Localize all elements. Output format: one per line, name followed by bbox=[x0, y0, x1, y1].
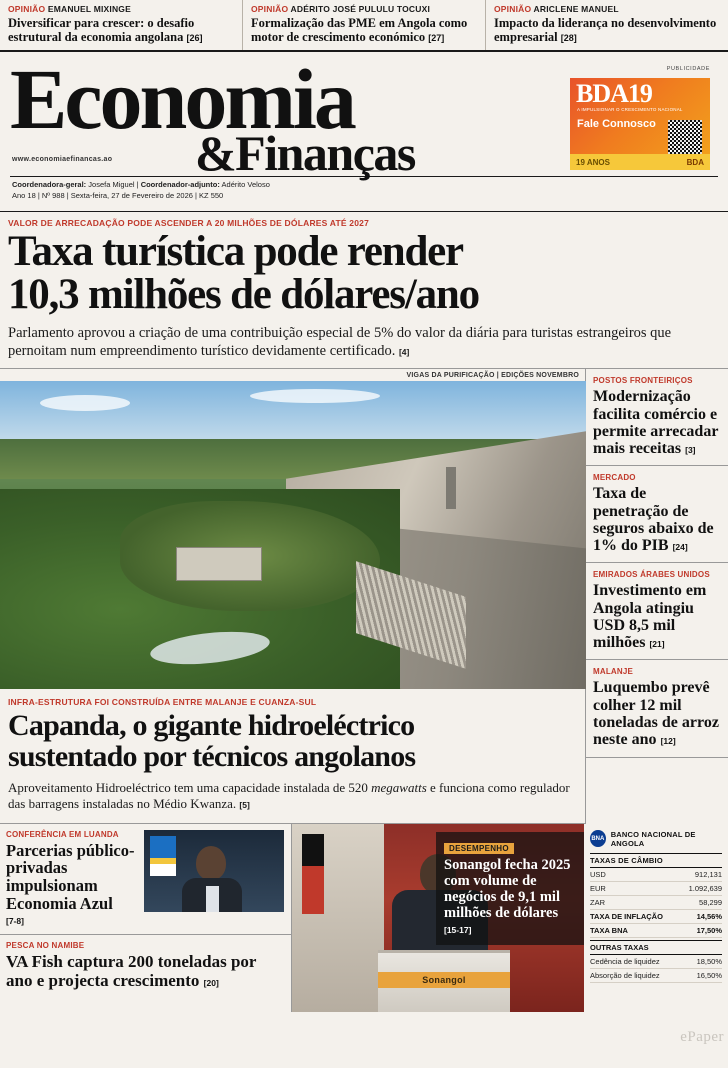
sidebar-item-mercado[interactable] bbox=[586, 466, 728, 563]
bna-name: BANCO NACIONAL DE ANGOLA bbox=[610, 829, 696, 848]
main-column bbox=[0, 369, 586, 824]
bna-rates-box bbox=[584, 824, 728, 983]
opinion-kicker bbox=[251, 4, 477, 14]
coordinator-adjunct-value: Adérito Veloso bbox=[221, 180, 270, 189]
coordinator-general-value: Josefa Miguel bbox=[88, 180, 135, 189]
secondary-headline-line2: sustentado por técnicos angolanos bbox=[8, 740, 416, 774]
opinion-item[interactable] bbox=[243, 0, 486, 50]
other-rate-label: Cedência de liquidez bbox=[590, 956, 660, 966]
opinion-author: ADÉRITO JOSÉ PULULU TOCUXI bbox=[290, 4, 431, 14]
other-rate-value: 16,50% bbox=[696, 970, 722, 980]
advert-label: PUBLICIDADE bbox=[666, 66, 710, 72]
sidebar-title bbox=[593, 485, 721, 554]
sidebar-column bbox=[586, 369, 728, 824]
lead-ref: [4] bbox=[398, 347, 410, 358]
logo-wrap bbox=[10, 51, 718, 182]
story-title-text: VA Fish captura 200 toneladas por ano e projecta crescimento bbox=[6, 952, 257, 990]
secondary-ref: [5] bbox=[239, 800, 250, 811]
website-url[interactable]: www.economiaefinancas.ao bbox=[12, 156, 113, 163]
sidebar-kicker: MERCADO bbox=[593, 473, 636, 483]
secondary-story[interactable] bbox=[0, 689, 585, 824]
opinion-title-text: Formalização das PME em Angola como motor de crescimento económico bbox=[251, 16, 468, 44]
story-photo-sonangol[interactable] bbox=[292, 824, 584, 1012]
secondary-headline-line1: Capanda, o gigante hidroeléctrico bbox=[8, 709, 415, 743]
story-economia-azul[interactable] bbox=[0, 824, 291, 927]
lead-story[interactable] bbox=[0, 212, 728, 369]
podium-brand-label: Sonangol bbox=[378, 972, 510, 988]
advertisement-banner[interactable] bbox=[570, 78, 710, 170]
rate-value: 58,299 bbox=[699, 897, 722, 907]
story-title: Parcerias público-privadas impulsionam Economia Azul bbox=[6, 840, 135, 913]
opinion-strip bbox=[0, 0, 728, 52]
advert-footer bbox=[570, 154, 710, 170]
secondary-subtitle bbox=[8, 780, 577, 813]
table-row bbox=[590, 955, 722, 969]
sidebar-title bbox=[593, 582, 721, 651]
opinion-label: OPINIÃO bbox=[251, 4, 289, 14]
advert-brand bbox=[576, 81, 710, 107]
other-rate-value: 18,50% bbox=[696, 956, 722, 966]
flag-icon bbox=[150, 836, 176, 876]
bna-logo-icon: BNA bbox=[590, 830, 606, 847]
story-pesca-namibe[interactable] bbox=[0, 934, 291, 994]
newspaper-logo-secondary: &Finanças bbox=[195, 125, 415, 182]
sidebar-title-text: Luquembo prevê colher 12 mil toneladas de arroz neste ano bbox=[593, 679, 719, 749]
opinion-title bbox=[8, 16, 234, 44]
rate-value: 1.092,639 bbox=[688, 883, 722, 893]
sidebar-title-text: Investimento em Angola atingiu USD 8,5 mil milhões bbox=[593, 582, 707, 652]
sidebar-item-emirados[interactable] bbox=[586, 563, 728, 660]
sidebar-kicker: POSTOS FRONTEIRIÇOS bbox=[593, 376, 693, 386]
opinion-item[interactable] bbox=[0, 0, 243, 50]
secondary-subtitle-part1: Aproveitamento Hidroeléctrico tem uma capacidade instalada de 520 bbox=[8, 780, 372, 796]
sidebar-title-text: Taxa de penetração de seguros abaixo de 1% do PIB bbox=[593, 485, 714, 555]
table-row bbox=[590, 969, 722, 983]
inflation-label: TAXA DE INFLAÇÃO bbox=[590, 911, 663, 921]
sidebar-ref: [24] bbox=[672, 542, 688, 553]
bna-rate-label: TAXA BNA bbox=[590, 925, 628, 935]
overlay-title bbox=[444, 858, 576, 938]
sidebar-kicker: MALANJE bbox=[593, 667, 634, 677]
advert-footer-years: 19 ANOS bbox=[576, 157, 610, 167]
overlay-ref: [15-17] bbox=[444, 924, 472, 935]
photo-powerhouse bbox=[176, 547, 262, 581]
opinion-title-text: Impacto da liderança no desenvolvimento empresarial bbox=[494, 16, 717, 44]
lead-headline-line2: 10,3 milhões de dólares/ano bbox=[8, 271, 479, 318]
lead-subtitle bbox=[8, 324, 720, 360]
table-row-inflation bbox=[590, 910, 722, 924]
opinion-author: EMANUEL MIXINGE bbox=[47, 4, 131, 14]
rate-label: USD bbox=[590, 869, 606, 879]
opinion-ref: [27] bbox=[428, 33, 445, 43]
opinion-author: ARICLENE MANUEL bbox=[533, 4, 619, 14]
story-ref: [7-8] bbox=[6, 916, 24, 927]
flag-icon bbox=[302, 834, 324, 914]
bottom-middle-column bbox=[292, 824, 584, 1012]
table-row bbox=[590, 896, 722, 910]
table-row bbox=[590, 882, 722, 896]
sidebar-item-malanje[interactable] bbox=[586, 660, 728, 757]
sidebar-ref: [3] bbox=[685, 445, 696, 456]
secondary-kicker: INFRA-ESTRUTURA FOI CONSTRUÍDA ENTRE MALANJE E CUANZA-SUL bbox=[8, 697, 317, 708]
rate-value: 912,131 bbox=[694, 869, 722, 879]
newspaper-logo-primary: Economia bbox=[10, 51, 354, 147]
main-content-grid bbox=[0, 369, 728, 824]
rate-label: EUR bbox=[590, 883, 606, 893]
photo-credit: VIGAS DA PURIFICAÇÃO | EDIÇÕES NOVEMBRO bbox=[406, 372, 579, 380]
bottom-left-column bbox=[0, 824, 292, 1012]
story-text bbox=[6, 830, 144, 927]
sidebar-title bbox=[593, 388, 721, 457]
opinion-item[interactable] bbox=[486, 0, 728, 50]
opinion-ref: [28] bbox=[560, 33, 577, 43]
advert-brand-years: 19 bbox=[627, 79, 652, 108]
sidebar-item-postos-fronteiricos[interactable] bbox=[586, 369, 728, 466]
opinion-kicker bbox=[494, 4, 720, 14]
sidebar-ref: [12] bbox=[660, 736, 676, 747]
lead-headline bbox=[8, 230, 720, 316]
story-kicker: CONFERÊNCIA EM LUANDA bbox=[6, 829, 119, 839]
masthead bbox=[0, 52, 728, 212]
story-kicker: PESCA NO NAMIBE bbox=[6, 941, 85, 951]
bna-header bbox=[590, 830, 722, 848]
opinion-ref: [26] bbox=[186, 33, 203, 43]
sidebar-ref: [21] bbox=[649, 639, 665, 650]
rate-label: ZAR bbox=[590, 897, 605, 907]
lead-headline-line1: Taxa turística pode render bbox=[8, 228, 463, 275]
bottom-right-column bbox=[584, 824, 728, 1012]
inflation-value: 14,56% bbox=[696, 911, 722, 921]
issue-info: Ano 18 | Nº 988 | Sexta-feira, 27 de Fevereiro de 2026 | KZ 550 bbox=[12, 190, 224, 200]
sidebar-title-text: Modernização facilita comércio e permite arrecadar mais receitas bbox=[593, 388, 719, 458]
advert-footer-brand: BDA bbox=[686, 157, 704, 167]
secondary-subtitle-part2: e funciona como regulador das barragens instaladas no Médio Kwanza. bbox=[8, 780, 570, 812]
opinion-label: OPINIÃO bbox=[494, 4, 532, 14]
story-title bbox=[6, 953, 285, 990]
lead-subtitle-text: Parlamento aprovou a criação de uma contribuição especial de 5% do valor da diária para turistas estrangeiros que pernoitam num empreendimento turístico devidamente certificado. bbox=[8, 325, 672, 360]
watermark: ePaper bbox=[680, 1029, 724, 1045]
lead-kicker: VALOR DE ARRECADAÇÃO PODE ASCENDER A 20 MILHÕES DE DÓLARES ATÉ 2027 bbox=[8, 218, 370, 228]
advert-tagline: A IMPULSIONAR O CRESCIMENTO NACIONAL bbox=[577, 107, 683, 112]
photo-person-head bbox=[196, 846, 226, 880]
opinion-kicker bbox=[8, 4, 234, 14]
sidebar-title bbox=[593, 679, 721, 748]
story-ref: [20] bbox=[203, 977, 219, 988]
table-row bbox=[590, 868, 722, 882]
photo-person-shirt bbox=[206, 886, 219, 912]
photo-tower bbox=[446, 467, 456, 509]
sidebar-kicker: EMIRADOS ÁRABES UNIDOS bbox=[593, 570, 710, 580]
opinion-label: OPINIÃO bbox=[8, 4, 46, 14]
other-rate-label: Absorção de liquidez bbox=[590, 970, 660, 980]
coordinator-general-label: Coordenadora-geral: bbox=[12, 180, 87, 189]
advert-cta[interactable]: Fale Connosco bbox=[577, 118, 656, 130]
secondary-headline bbox=[8, 711, 577, 773]
opinion-title bbox=[494, 16, 720, 44]
story-overlay-sonangol[interactable] bbox=[436, 832, 584, 946]
story-photo-conference[interactable] bbox=[144, 830, 284, 912]
hero-photo-capanda-dam[interactable] bbox=[0, 381, 586, 689]
exchange-rates-header: TAXAS DE CÂMBIO bbox=[590, 853, 722, 868]
other-rates-header: OUTRAS TAXAS bbox=[590, 940, 722, 955]
table-row-bna bbox=[590, 924, 722, 938]
overlay-title-text: Sonangol fecha 2025 com volume de negócios de 9,1 mil milhões de dólares bbox=[444, 856, 571, 921]
bottom-row bbox=[0, 824, 728, 1012]
opinion-title bbox=[251, 16, 477, 44]
advert-brand-name: BDA bbox=[576, 79, 628, 108]
staff-line-1: Coordenadora-geral: Josefa Miguel | Coordenador-adjunto: Adérito Veloso bbox=[12, 180, 270, 189]
qr-code-icon[interactable] bbox=[668, 120, 702, 154]
coordinator-adjunct-label: Coordenador-adjunto: bbox=[140, 180, 220, 189]
opinion-title-text: Diversificar para crescer: o desafio estrutural da economia angolana bbox=[8, 16, 195, 44]
secondary-subtitle-emphasis: megawatts bbox=[371, 780, 427, 796]
overlay-kicker: DESEMPENHO bbox=[444, 843, 514, 854]
bna-rate-value: 17,50% bbox=[696, 925, 722, 935]
